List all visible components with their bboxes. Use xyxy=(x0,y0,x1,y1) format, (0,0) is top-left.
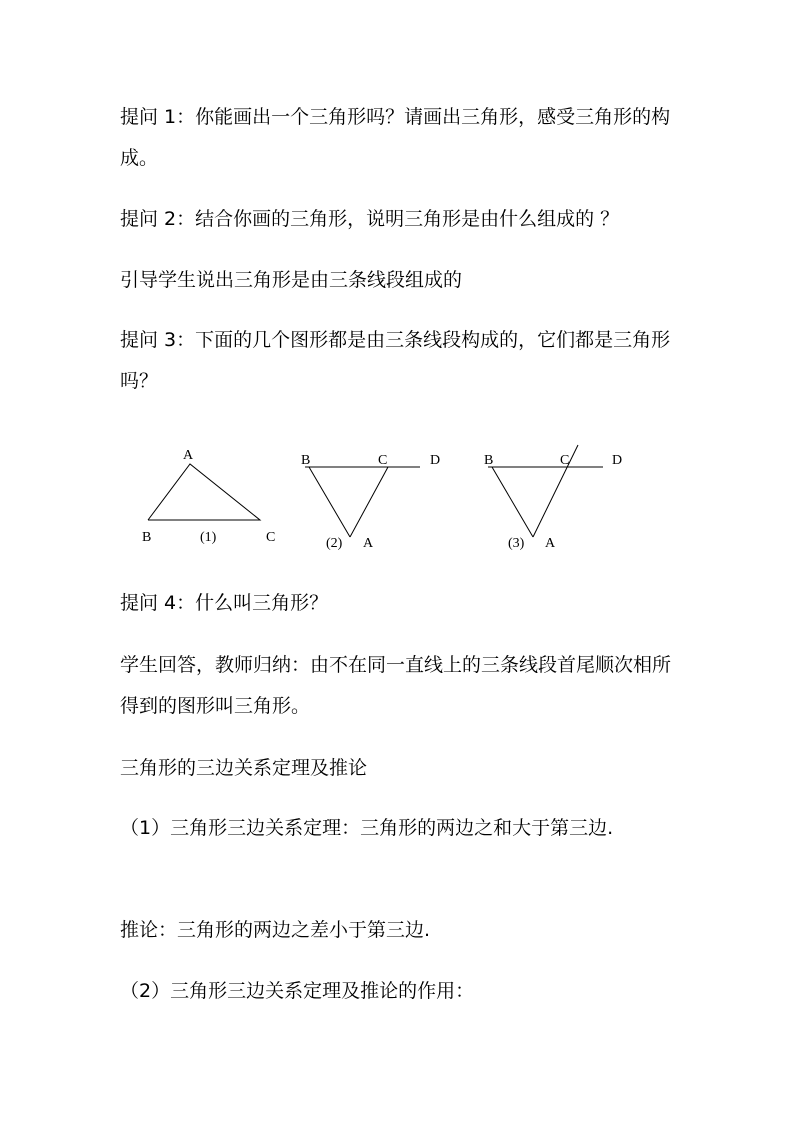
figure-2-label-a: A xyxy=(363,536,374,551)
figure-1-label-a: A xyxy=(183,448,194,463)
corollary-text: 推论：三角形的两边之差小于第三边. xyxy=(120,919,431,941)
figure-2-line-ca xyxy=(350,467,388,537)
question-2: 提问 2：结合你画的三角形，说明三角形是由什么组成的 ？ xyxy=(120,208,620,230)
figure-2-label-d: D xyxy=(430,453,441,468)
figure-2-line-ba xyxy=(309,467,350,537)
figure-2 xyxy=(301,453,440,551)
figure-2-label-c: C xyxy=(378,453,388,468)
figure-3 xyxy=(484,445,622,551)
figure-1 xyxy=(142,448,275,545)
section-heading: 三角形的三边关系定理及推论 xyxy=(120,757,368,779)
figure-1-label-c: C xyxy=(266,530,276,545)
figure-3-caption: (3) xyxy=(508,536,525,551)
usage-text: （2）三角形三边关系定理及推论的作用： xyxy=(120,980,475,1002)
guide-text: 引导学生说出三角形是由三条线段组成的 xyxy=(120,269,463,291)
question-4: 提问 4：什么叫三角形？ xyxy=(120,592,329,614)
figure-3-line-ca xyxy=(533,445,578,537)
figure-1-triangle xyxy=(148,464,260,520)
figure-2-label-b: B xyxy=(301,453,311,468)
triangle-figures xyxy=(130,440,650,560)
figure-1-caption: (1) xyxy=(200,530,217,545)
figure-3-label-a: A xyxy=(545,536,556,551)
question-3: 提问 3：下面的几个图形都是由三条线段构成的，它们都是三角形吗？ xyxy=(120,329,671,392)
figure-3-label-c: C xyxy=(560,453,570,468)
theorem-text: （1）三角形三边关系定理：三角形的两边之和大于第三边. xyxy=(120,817,614,839)
answer-text: 学生回答，教师归纳：由不在同一直线上的三条线段首尾顺次相所得到的图形叫三角形。 xyxy=(120,654,672,717)
figure-3-line-ba xyxy=(492,467,533,537)
figure-3-label-d: D xyxy=(612,453,623,468)
figure-1-label-b: B xyxy=(142,530,152,545)
figure-2-caption: (2) xyxy=(326,536,343,551)
figure-3-label-b: B xyxy=(484,453,494,468)
question-1: 提问 1：你能画出一个三角形吗？请画出三角形，感受三角形的构成。 xyxy=(120,106,671,169)
